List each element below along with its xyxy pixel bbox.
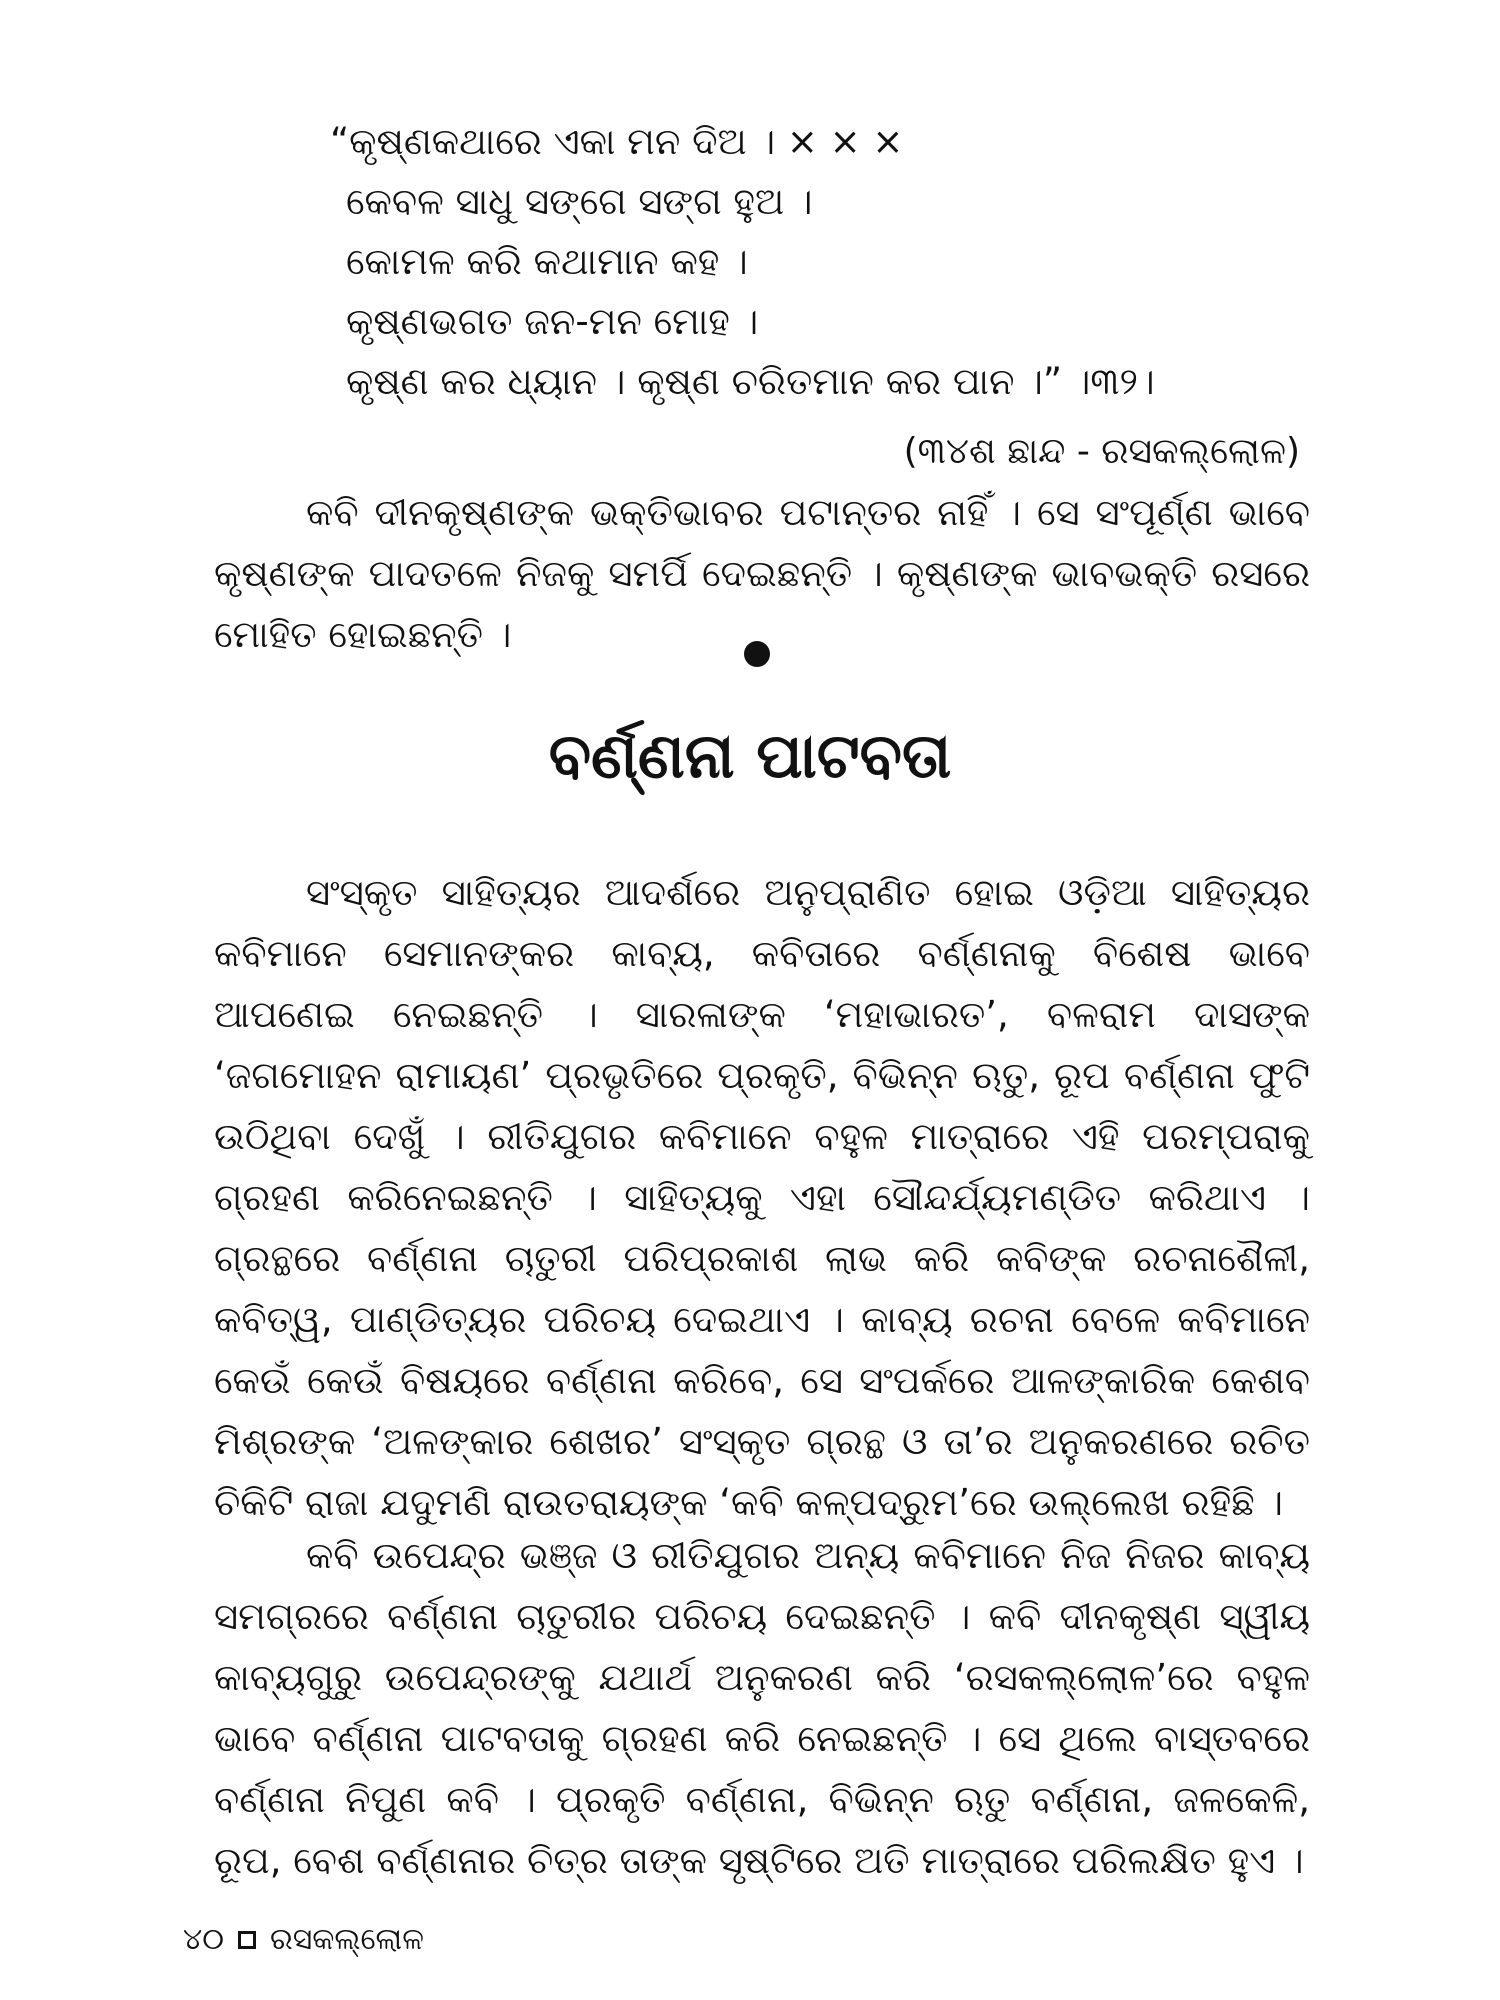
- verse-line-3: କୋମଳ କରି କଥାମାନ କହ ।: [346, 240, 748, 283]
- section-paragraph-2: କବି ଉପେନ୍ଦ୍ର ଭଞ୍ଜ ଓ ରୀତିଯୁଗର ଅନ୍ୟ କବିମାନେ ନିଜ ନିଜର କାବ୍ୟ ସମଗ୍ରରେ ବର୍ଣ୍ଣନା ଚାତୁରୀର ପରିଚୟ ଦେଇଛନ୍ତି । କବି ଦୀନକୃଷ୍ଣ ସ୍ୱୀୟ କାବ୍ୟଗୁରୁ ଉପେନ୍ଦ୍ରଙ୍କୁ ଯଥାର୍ଥ ଅନୁକରଣ କରି ‘ରସକଲ୍ଲୋଳ’ରେ ବହୁଳ ଭାବେ ବର୍ଣ୍ଣନା ପାଟବତାକୁ ଗ୍ରହଣ କରି ନେଇଛନ୍ତି । ସେ ଥିଲେ ବାସ୍ତବରେ ବର୍ଣ୍ଣନା ନିପୁଣ କବି । ପ୍ରକୃତି ବର୍ଣ୍ଣନା, ବିଭିନ୍ନ ଋତୁ ବର୍ଣ୍ଣନା, ଜଳକେଳି, ରୂପ, ବେଶ ବର୍ଣ୍ଣନାର ଚିତ୍ର ତାଙ୍କ ସୃଷ୍ଟିରେ ଅତି ମାତ୍ରାରେ ପରିଲକ୍ଷିତ ହୁଏ ।: [214, 1534, 1310, 1882]
- page-number: ୪୦: [183, 1922, 224, 1957]
- intro-paragraph: କବି ଦୀନକୃଷ୍ଣଙ୍କ ଭକ୍ତିଭାବର ପଟାନ୍ତର ନାହିଁ । ସେ ସଂପୂର୍ଣ୍ଣ ଭାବେ କୃଷ୍ଣଙ୍କ ପାଦତଳେ ନିଜକୁ ସମର୍ପି ଦେଇଛନ୍ତି । କୃଷ୍ଣଙ୍କ ଭାବଭକ୍ତି ରସରେ ମୋହିତ ହୋଇଛନ୍ତି ।: [214, 491, 1310, 656]
- verse-attribution: (୩୪ଶ ଛାନ୍ଦ - ରସକଲ୍ଲୋଳ): [903, 431, 1300, 472]
- square-separator-icon: [238, 1931, 256, 1949]
- verse-quote: [330, 112, 1330, 412]
- running-book-title: ରସକଲ୍ଲୋଳ: [269, 1922, 424, 1957]
- page-footer: [183, 1920, 424, 1960]
- verse-line-1: “କୃଷ୍ଣକଥାରେ ଏକା ମନ ଦିଅ । × × ×: [330, 120, 904, 163]
- verse-line-4: କୃଷ୍ଣଭଗତ ଜନ-ମନ ମୋହ ।: [346, 300, 759, 343]
- verse-line-5: କୃଷ୍ଣ କର ଧ୍ୟାନ । କୃଷ୍ଣ ଚରିତମାନ କର ପାନ ।” ।୩୨।: [346, 360, 1155, 403]
- section-paragraph-1: ସଂସ୍କୃତ ସାହିତ୍ୟର ଆଦର୍ଶରେ ଅନୁପ୍ରାଣିତ ହୋଇ ଓଡ଼ିଆ ସାହିତ୍ୟର କବିମାନେ ସେମାନଙ୍କର କାବ୍ୟ, କବିତାରେ ବର୍ଣ୍ଣନାକୁ ବିଶେଷ ଭାବେ ଆପଣେଇ ନେଇଛନ୍ତି । ସାରଳାଙ୍କ ‘ମହାଭାରତ’, ବଳରାମ ଦାସଙ୍କ ‘ଜଗମୋହନ ରାମାୟଣ’ ପ୍ରଭୃତିରେ ପ୍ରକୃତି, ବିଭିନ୍ନ ଋତୁ, ରୂପ ବର୍ଣ୍ଣନା ଫୁଟି ଉଠିଥିବା ଦେଖୁଁ । ରୀତିଯୁଗର କବିମାନେ ବହୁଳ ମାତ୍ରାରେ ଏହି ପରମ୍ପରାକୁ ଗ୍ରହଣ କରିନେଇଛନ୍ତି । ସାହିତ୍ୟକୁ ଏହା ସୌନ୍ଦର୍ଯ୍ୟମଣ୍ଡିତ କରିଥାଏ । ଗ୍ରନ୍ଥରେ ବର୍ଣ୍ଣନା ଚାତୁରୀ ପରିପ୍ରକାଶ ଲାଭ କରି କବିଙ୍କ ରଚନାଶୈଳୀ, କବିତ୍ୱ, ପାଣ୍ଡିତ୍ୟର ପରିଚୟ ଦେଇଥାଏ । କାବ୍ୟ ରଚନା ବେଳେ କବିମାନେ କେଉଁ କେଉଁ ବିଷୟରେ ବର୍ଣ୍ଣନା କରିବେ, ସେ ସଂପର୍କରେ ଆଳଙ୍କାରିକ କେଶବ ମିଶ୍ରଙ୍କ ‘ଅଳଙ୍କାର ଶେଖର’ ସଂସ୍କୃତ ଗ୍ରନ୍ଥ ଓ ତା’ର ଅନୁକରଣରେ ରଚିତ ଚିକିଟି ରାଜା ଯଦୁମଣି ରାଉତରାୟଙ୍କ ‘କବି କଳ୍ପଦ୍ରୁମ’ରେ ଉଲ୍ଲେଖ ରହିଛି ।: [214, 871, 1310, 1524]
- verse-line-2: କେବଳ ସାଧୁ ସଙ୍ଗେ ସଙ୍ଗ ହୁଅ ।: [346, 180, 813, 223]
- section-heading: ବର୍ଣ୍ଣନା ପାଟବତା: [548, 719, 952, 792]
- section-divider-bullet: [744, 641, 770, 667]
